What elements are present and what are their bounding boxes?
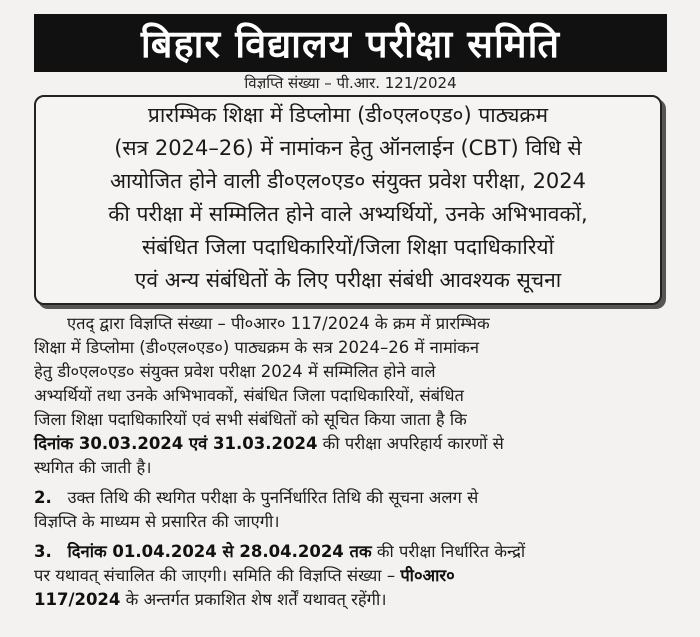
body-line [34, 589, 667, 611]
body-line: हेतु डी०एल०एड० संयुक्त प्रवेश परीक्षा 2024 में सम्मिलित होने वाले [34, 362, 436, 381]
subject-line: (सत्र 2024–26) में नामांकन हेतु ऑनलाईन (CBT) विधि से [114, 136, 582, 160]
item-number: 3. [34, 542, 52, 561]
body-line: जिला शिक्षा पदाधिकारियों एवं सभी संबंधितों को सूचित किया जाता है कि [34, 410, 467, 429]
page-title: बिहार विद्यालय परीक्षा समिति [34, 14, 667, 72]
body-text: की परीक्षा निर्धारित केन्द्रों [371, 542, 526, 561]
body-line: स्थगित की जाती है। [34, 458, 152, 477]
subject-line: प्रारम्भिक शिक्षा में डिप्लोमा (डी०एल०एड०) पाठ्यक्रम [147, 103, 549, 127]
subject-line: आयोजित होने वाली डी०एल०एड० संयुक्त प्रवेश परीक्षा, 2024 [109, 169, 587, 193]
subject-line: संबंधित जिला पदाधिकारियों/जिला शिक्षा पदाधिकारियों [141, 235, 555, 259]
notice-number: विज्ञप्ति संख्या – पी.आर. 121/2024 [244, 74, 457, 92]
subject-line: की परीक्षा में सम्मिलित होने वाले अभ्यर्थियों, उनके अभिभावकों, [108, 202, 588, 226]
body-text: पर यथावत् संचालित की जाएगी। समिति की विज्ञप्ति संख्या – [34, 566, 401, 585]
notice-ref: 117/2024 [34, 590, 121, 609]
postponed-dates: दिनांक 30.03.2024 एवं 31.03.2024 [34, 434, 318, 453]
body-line [34, 433, 667, 455]
notice-ref: पी०आर० [400, 566, 455, 585]
body-text: की परीक्षा अपरिहार्य कारणों से [317, 434, 504, 453]
body-text: के अन्तर्गत प्रकाशित शेष शर्तें यथावत् रहेंगी। [120, 590, 387, 609]
body-line: शिक्षा में डिप्लोमा (डी०एल०एड०) पाठ्यक्रम के सत्र 2024–26 में नामांकन [34, 338, 479, 357]
body-text: उक्त तिथि की स्थगित परीक्षा के पुनर्निर्धारित तिथि की सूचना अलग से [67, 488, 479, 507]
item-3 [34, 541, 667, 563]
subject-box [34, 95, 662, 305]
exam-dates: दिनांक 01.04.2024 से 28.04.2024 तक [67, 542, 372, 561]
body-line: अभ्यर्थियों तथा उनके अभिभावकों, संबंधित जिला पदाधिकारियों, संबंधित [34, 386, 464, 405]
item-number: 2. [34, 488, 52, 507]
body-line [34, 565, 667, 587]
subject-line: एवं अन्य संबंधितों के लिए परीक्षा संबंधी आवश्यक सूचना [134, 268, 562, 292]
body-line: विज्ञप्ति के माध्यम से प्रसारित की जाएगी। [34, 512, 280, 531]
item-2 [34, 487, 667, 509]
body-line: एतद् द्वारा विज्ञप्ति संख्या – पी०आर० 117/2024 के क्रम में प्रारम्भिक [67, 314, 490, 333]
